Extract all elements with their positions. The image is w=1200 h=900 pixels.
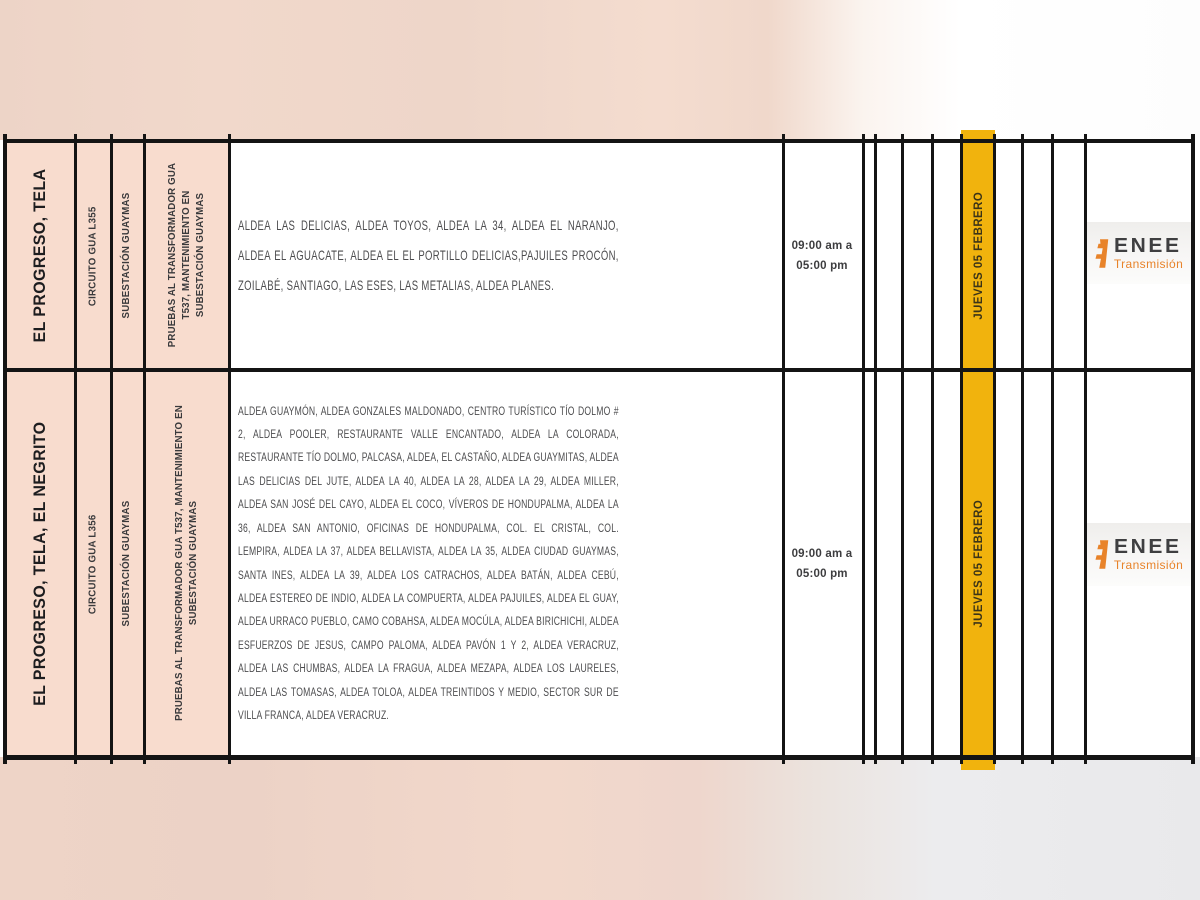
grid-line — [901, 134, 904, 764]
grid-line — [3, 368, 1195, 372]
affected-areas-cell-row2 — [231, 372, 782, 755]
time-cell-row2 — [785, 372, 859, 755]
grid-line — [143, 134, 146, 764]
enee-logo-icon — [1094, 536, 1109, 573]
enee-logo-icon — [1094, 235, 1109, 272]
enee-logo-row1 — [1086, 222, 1191, 284]
date-cell-row2 — [961, 372, 994, 755]
background-bottom-band — [0, 757, 1200, 900]
substation-cell-row1 — [110, 143, 143, 368]
grid-line — [110, 134, 113, 764]
work-label: PRUEBAS AL TRANSFORMADOR GUA T537, MANTENIMIENTO EN SUBESTACIÓN GUAYMAS — [165, 163, 206, 348]
grid-line — [1084, 134, 1087, 764]
work-label: PRUEBAS AL TRANSFORMADOR GUA T537, MANTENIMIENTO EN SUBESTACIÓN GUAYMAS — [172, 405, 199, 722]
grid-line — [931, 134, 934, 764]
affected-areas-text: ALDEA LAS DELICIAS, ALDEA TOYOS, ALDEA LA 34, ALDEA EL NARANJO, ALDEA EL AGUACATE, ALDEA EL EL PORTILLO DELICIAS,PAJUILES PROCÓN, ZOILABÉ, SANTIAGO, LAS ESES, LAS METALIAS, ALDEA PLANES. — [238, 217, 619, 293]
enee-logo-subtitle: Transmisión — [1113, 256, 1184, 271]
substation-cell-row2 — [110, 372, 143, 755]
enee-logo-text — [1114, 537, 1183, 572]
enee-logo-title: ENEE — [1113, 234, 1182, 257]
time-cell-row1 — [785, 143, 859, 368]
grid-line — [782, 134, 785, 764]
time-to: 05:00 pm — [796, 567, 848, 580]
time-to: 05:00 pm — [796, 259, 848, 272]
date-label: JUEVES 05 FEBRERO — [970, 499, 985, 628]
time-from: 09:00 am a — [791, 239, 853, 252]
grid-line — [74, 134, 77, 764]
substation-label: SUBESTACIÓN GUAYMAS — [120, 500, 132, 627]
enee-logo-subtitle: Transmisión — [1113, 558, 1184, 572]
circuit-cell-row2 — [75, 373, 111, 756]
circuit-label: CIRCUITO GUA L356 — [86, 514, 98, 614]
grid-line — [993, 134, 996, 764]
region-label: EL PROGRESO, TELA — [29, 168, 49, 343]
grid-line — [862, 134, 865, 764]
date-label: JUEVES 05 FEBRERO — [970, 191, 985, 320]
affected-areas-text: ALDEA GUAYMÓN, ALDEA GONZALES MALDONADO, CENTRO TURÍSTICO TÍO DOLMO # 2, ALDEA POOLER, RESTAURANTE VALLE ENCANTADO, ALDEA LA COLORADA, RESTAURANTE TÍO DOLMO, PALCASA, ALDEA, EL CASTAÑO, ALDEA GUAYMITAS, ALDEA LAS DELICIAS DEL JUTE, ALDEA LA 40, ALDEA LA 28, ALDEA LA 29, ALDEA MILLER, ALDEA SAN JOSÉ DEL CAYO, ALDEA EL COCO, VÍVEROS DE HONDUPALMA, ALDEA LA 36, ALDEA SAN ANTONIO, OFICINAS DE HONDUPALMA, COL. EL CRISTAL, COL. LEMPIRA, ALDEA LA 37, ALDEA BELLAVISTA, ALDEA LA 35, ALDEA CIUDAD GUAYMAS, SANTA INES, ALDEA LA 39, ALDEA LOS CATRACHOS, ALDEA BATÁN, ALDEA CEBÚ, ALDEA ESTEREO DE INDIO, ALDEA LA COMPUERTA, ALDEA PAJUILES, ALDEA EL GUAY, ALDEA URRACO PUEBLO, CAMO COBAHSA, ALDEA MOCÚLA, ALDEA BIRICHICHI, ALDEA ESFUERZOS DE JESUS, CAMPO PALOMA, ALDEA PAVÓN 1 Y 2, ALDEA VERACRUZ, ALDEA LAS CHUMBAS, ALDEA LA FRAGUA, ALDEA MEZAPA, ALDEA LOS LAURELES, ALDEA LAS TOMASAS, ALDEA TOLOA, ALDEA TREINTIDOS Y MEDIO, SECTOR SUR DE VILLA FRANCA, ALDEA VERACRUZ. — [238, 403, 619, 722]
circuit-cell-row1 — [75, 144, 111, 369]
background-top-band — [0, 0, 1200, 140]
grid-line — [1051, 134, 1054, 764]
enee-logo-title: ENEE — [1113, 536, 1182, 558]
grid-line — [3, 139, 1195, 143]
substation-label: SUBESTACIÓN GUAYMAS — [120, 192, 132, 319]
grid-line — [874, 134, 877, 764]
grid-line — [960, 134, 963, 764]
enee-logo-text — [1114, 236, 1183, 271]
work-cell-row1 — [143, 143, 228, 368]
affected-areas-cell-row1 — [231, 143, 782, 368]
grid-line — [3, 134, 7, 764]
circuit-label: CIRCUITO GUA L355 — [86, 206, 98, 306]
region-cell-row1 — [5, 143, 74, 368]
grid-line — [1021, 134, 1024, 764]
grid-line — [228, 134, 231, 764]
enee-logo-row2 — [1086, 523, 1191, 586]
grid-line — [1191, 134, 1195, 764]
region-cell-row2 — [5, 372, 74, 755]
date-cell-row1 — [961, 143, 994, 368]
grid-line — [3, 755, 1195, 760]
region-label: EL PROGRESO, TELA, EL NEGRITO — [29, 421, 49, 706]
work-cell-row2 — [143, 372, 228, 755]
time-from: 09:00 am a — [791, 547, 853, 560]
